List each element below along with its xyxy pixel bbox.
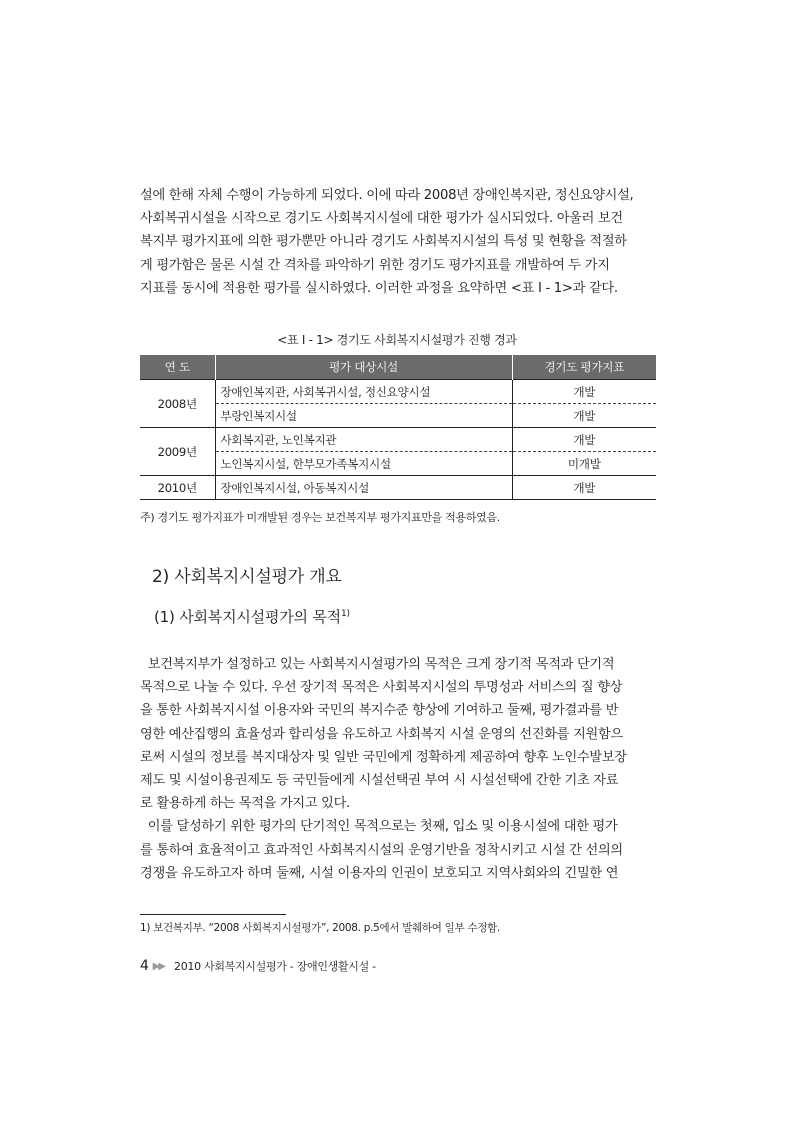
year-cell: 2009년 <box>140 428 215 476</box>
text-line: 제도 및 시설이용권제도 등 국민들에게 시설선택권 부여 시 시설선택에 간한 기초 자료 <box>140 773 619 789</box>
subsection-heading <box>154 606 350 627</box>
facility-cell: 노인복지시설, 한부모가족복지시설 <box>215 452 512 476</box>
table-header-row <box>140 355 656 380</box>
text-line: 경쟁을 유도하고자 하며 둘째, 시설 이용자의 인권이 보호되고 지역사회와의 긴밀한 연 <box>140 865 619 881</box>
text-line: 복지부 평가지표에 의한 평가뿐만 아니라 경기도 사회복지시설의 특성 및 현황을 적절하 <box>140 234 627 250</box>
text-line: 목적으로 나눌 수 있다. 우선 장기적 목적은 사회복지시설의 투명성과 서비스의 질 향상 <box>140 680 623 696</box>
purpose-paragraph <box>140 653 654 885</box>
status-cell: 미개발 <box>512 452 656 476</box>
facility-cell: 장애인복지관, 사회복귀시설, 정신요양시설 <box>215 380 512 404</box>
evaluation-progress-table <box>140 355 656 500</box>
table-row <box>140 404 656 428</box>
facility-cell: 장애인복지시설, 아동복지시설 <box>215 476 512 500</box>
text-line: 설에 한해 자체 수행이 가능하게 되었다. 이에 따라 2008년 장애인복지관, 정신요양시설, <box>140 188 634 203</box>
text-line: 이를 달성하기 위한 평가의 단기적인 목적으로는 첫째, 입소 및 이용시설에 대한 평가 <box>140 819 618 835</box>
page-number: 4 <box>140 958 149 974</box>
text-line: 영한 예산집행의 효율성과 합리성을 유도하고 사회복지 시설 운영의 선진화를 지원함으 <box>140 726 623 742</box>
year-cell: 2010년 <box>140 476 215 500</box>
status-cell: 개발 <box>512 404 656 428</box>
text-line: 게 평가함은 물론 시설 간 격차를 파악하기 위한 경기도 평가지표를 개발하여 두 가지 <box>140 257 610 273</box>
running-title: 2010 사회복지시설평가 - 장애인생활시설 - <box>174 960 376 973</box>
header-year: 연 도 <box>140 355 215 380</box>
footnote-divider <box>140 914 286 915</box>
intro-paragraph <box>140 184 654 300</box>
text-line: 사회복귀시설을 시작으로 경기도 사회복지시설에 대한 평가가 실시되었다. 아울러 보건 <box>140 211 623 227</box>
subsection-heading-text: (1) 사회복지시설평가의 목적 <box>154 608 341 626</box>
status-cell: 개발 <box>512 476 656 500</box>
text-line: 을 통한 사회복지시설 이용자와 국민의 복지수준 향상에 기여하고 둘째, 평가결과를 반 <box>140 703 619 719</box>
header-facility: 평가 대상시설 <box>215 355 512 380</box>
status-cell: 개발 <box>512 428 656 452</box>
table-row <box>140 476 656 500</box>
text-line: 지표를 동시에 적용한 평가를 실시하였다. 이러한 과정을 요약하면 <표 Ⅰ - 1>과 같다. <box>140 280 618 296</box>
table-note: 주) 경기도 평가지표가 미개발된 경우는 보건복지부 평가지표만을 적용하였음. <box>140 511 500 524</box>
page-footer <box>140 958 376 974</box>
facility-cell: 부랑인복지시설 <box>215 404 512 428</box>
table-row <box>140 428 656 452</box>
text-line: 를 통하여 효율적이고 효과적인 사회복지시설의 운영기반을 정착시키고 시설 간 선의의 <box>140 842 623 858</box>
section-heading: 2) 사회복지시설평가 개요 <box>152 567 342 587</box>
table-row <box>140 452 656 476</box>
text-line: 보건복지부가 설정하고 있는 사회복지시설평가의 목적은 크게 장기적 목적과 단기적 <box>140 657 615 672</box>
facility-cell: 사회복지관, 노인복지관 <box>215 428 512 452</box>
table-row <box>140 380 656 404</box>
footnote-reference[interactable]: 1) <box>340 609 350 619</box>
header-indicator: 경기도 평가지표 <box>512 355 656 380</box>
status-cell: 개발 <box>512 380 656 404</box>
year-cell: 2008년 <box>140 380 215 428</box>
arrow-icon: ▶▶ <box>152 960 164 972</box>
footnote: 1) 보건복지부. “2008 사회복지시설평가”, 2008. p.5에서 발췌하여 일부 수정함. <box>140 922 500 934</box>
text-line: 로써 시설의 정보를 복지대상자 및 일반 국민에게 정확하게 제공하여 향후 노인수발보장 <box>140 749 627 765</box>
table-caption: <표 Ⅰ - 1> 경기도 사회복지시설평가 진행 경과 <box>277 333 517 347</box>
text-line: 로 활용하게 하는 목적을 가지고 있다. <box>140 796 350 812</box>
